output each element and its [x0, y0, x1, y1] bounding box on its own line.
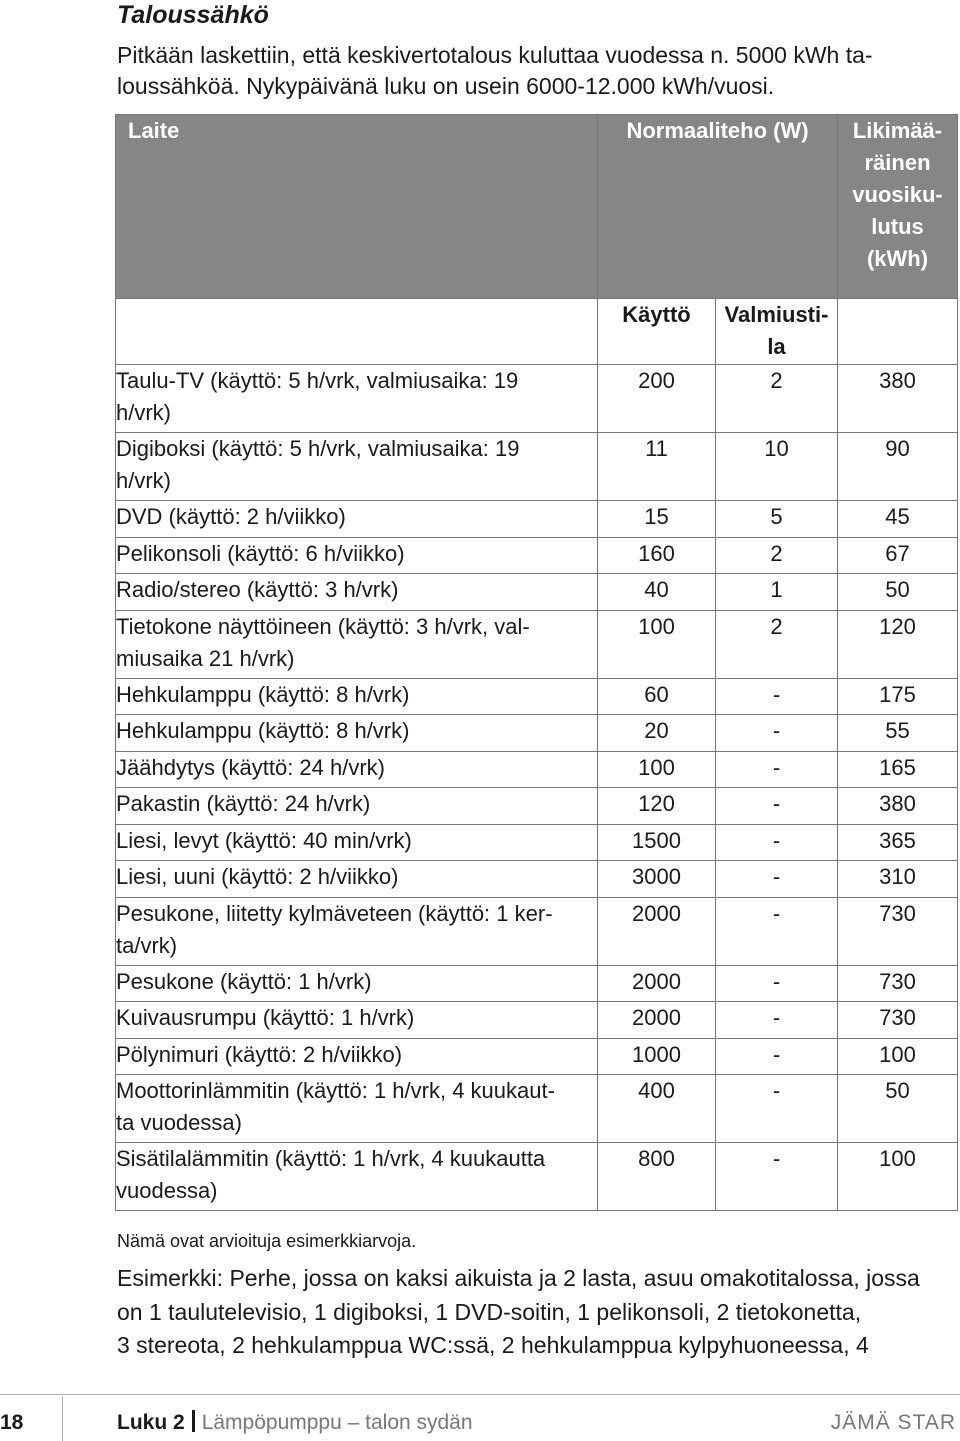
device-cell: [116, 965, 598, 1002]
header-line: räinen: [864, 150, 931, 175]
device-line: miusaika 21 h/vrk): [116, 645, 295, 671]
table-row: [116, 574, 958, 611]
device-line: Hehkulamppu (käyttö: 8 h/vrk): [116, 718, 410, 743]
device-cell: [116, 751, 598, 788]
header-line: lutus: [871, 214, 924, 239]
annual-consumption-cell: 175: [838, 678, 958, 715]
annual-consumption-cell: 165: [838, 751, 958, 788]
table-header-row: [116, 115, 958, 299]
use-power-cell: 20: [598, 715, 716, 752]
annual-consumption-cell: 120: [838, 610, 958, 678]
use-power-cell: 100: [598, 751, 716, 788]
standby-power-cell: -: [716, 1002, 838, 1039]
device-line: Pölynimuri (käyttö: 2 h/viikko): [116, 1041, 403, 1067]
chapter-separator: [192, 1410, 195, 1432]
device-cell: [116, 715, 598, 752]
header-line: (kWh): [866, 246, 929, 271]
table-row: [116, 861, 958, 898]
use-power-cell: 3000: [598, 861, 716, 898]
device-cell: [116, 610, 598, 678]
table-row: [116, 751, 958, 788]
device-cell: [116, 433, 598, 501]
device-cell: [116, 574, 598, 611]
use-power-cell: 200: [598, 365, 716, 433]
annual-consumption-cell: 380: [838, 788, 958, 825]
annual-consumption-cell: 730: [838, 897, 958, 965]
device-line: Pakastin (käyttö: 24 h/vrk): [116, 791, 371, 816]
table-row: [116, 433, 958, 501]
device-line: Pelikonsoli (käyttö: 6 h/viikko): [116, 540, 405, 566]
device-line: ta vuodessa): [116, 1110, 242, 1135]
table-row: [116, 678, 958, 715]
standby-power-cell: 5: [716, 501, 838, 538]
column-header-normal-power: Normaaliteho (W): [598, 115, 838, 299]
table-row: [116, 610, 958, 678]
standby-power-cell: -: [716, 965, 838, 1002]
device-line: Radio/stereo (käyttö: 3 h/vrk): [116, 577, 399, 602]
standby-power-cell: -: [716, 1143, 838, 1211]
footer-chapter: [117, 1409, 473, 1437]
device-cell: [116, 678, 598, 715]
example-line: Esimerkki: Perhe, jossa on kaksi aikuista ja 2 lasta, asuu omakotitalossa, jossa: [117, 1265, 920, 1291]
device-line: Liesi, levyt (käyttö: 40 min/vrk): [116, 827, 412, 853]
device-cell: [116, 537, 598, 574]
table-row: [116, 1075, 958, 1143]
device-line: vuodessa): [116, 1178, 218, 1203]
device-line: Moottorinlämmitin (käyttö: 1 h/vrk, 4 kuukaut-: [116, 1078, 555, 1103]
standby-power-cell: -: [716, 897, 838, 965]
column-header-annual-consumption: [838, 115, 958, 299]
device-line: Jäähdytys (käyttö: 24 h/vrk): [116, 754, 385, 780]
device-line: Sisätilalämmitin (käyttö: 1 h/vrk, 4 kuukautta: [116, 1146, 546, 1171]
intro-line: loussähköä. Nykypäivänä luku on usein 6000-12.000 kWh/vuosi.: [117, 73, 775, 99]
header-line: Likimää-: [852, 118, 943, 143]
annual-consumption-cell: 100: [838, 1038, 958, 1075]
subheader-empty-cell: [116, 299, 598, 365]
standby-power-cell: -: [716, 1038, 838, 1075]
table-row: [116, 965, 958, 1002]
device-line: h/vrk): [116, 468, 171, 493]
use-power-cell: 40: [598, 574, 716, 611]
device-line: Pesukone, liitetty kylmäveteen (käyttö: 1 ker-: [116, 900, 553, 926]
table-row: [116, 365, 958, 433]
note-text: Nämä ovat arvioituja esimerkkiarvoja.: [117, 1231, 417, 1251]
table-row: [116, 897, 958, 965]
use-power-cell: 1000: [598, 1038, 716, 1075]
table-row: [116, 537, 958, 574]
table-row: [116, 788, 958, 825]
table-row: [116, 1002, 958, 1039]
footer-vertical-divider: [62, 1396, 63, 1441]
device-line: h/vrk): [116, 400, 171, 425]
device-line: Tietokone näyttöineen (käyttö: 3 h/vrk, val-: [116, 613, 530, 639]
subheader-standby: [716, 299, 838, 365]
example-line: on 1 taulutelevisio, 1 digiboksi, 1 DVD-soitin, 1 pelikonsoli, 2 tietokonetta,: [117, 1298, 862, 1325]
table-row: [116, 1038, 958, 1075]
use-power-cell: 800: [598, 1143, 716, 1211]
annual-consumption-cell: 380: [838, 365, 958, 433]
device-cell: [116, 861, 598, 898]
annual-consumption-cell: 67: [838, 537, 958, 574]
device-cell: [116, 501, 598, 538]
device-cell: [116, 1038, 598, 1075]
standby-power-cell: 2: [716, 365, 838, 433]
use-power-cell: 11: [598, 433, 716, 501]
example-paragraph: [117, 1262, 959, 1363]
device-line: Hehkulamppu (käyttö: 8 h/vrk): [116, 681, 410, 707]
device-cell: [116, 1075, 598, 1143]
standby-power-cell: 2: [716, 610, 838, 678]
standby-power-cell: -: [716, 1075, 838, 1143]
appliance-energy-table: [115, 114, 958, 1211]
device-cell: [116, 897, 598, 965]
use-power-cell: 400: [598, 1075, 716, 1143]
use-power-cell: 160: [598, 537, 716, 574]
use-power-cell: 15: [598, 501, 716, 538]
table-row: [116, 715, 958, 752]
annual-consumption-cell: 730: [838, 1002, 958, 1039]
page-number: 18: [0, 1411, 24, 1434]
device-line: ta/vrk): [116, 932, 178, 958]
device-cell: [116, 365, 598, 433]
subheader-line: la: [767, 334, 786, 359]
annual-consumption-cell: 100: [838, 1143, 958, 1211]
footer-brand: JÄMÄ STAR: [830, 1411, 956, 1434]
standby-power-cell: -: [716, 678, 838, 715]
device-line: DVD (käyttö: 2 h/viikko): [116, 504, 346, 529]
intro-line: Pitkään laskettiin, että keskivertotalous kuluttaa vuodessa n. 5000 kWh ta-: [117, 42, 873, 68]
standby-power-cell: -: [716, 788, 838, 825]
device-cell: [116, 824, 598, 861]
standby-power-cell: 1: [716, 574, 838, 611]
example-line: 3 stereota, 2 hehkulamppua WC:ssä, 2 hehkulamppua kylpyhuoneessa, 4: [117, 1332, 869, 1358]
annual-consumption-cell: 730: [838, 965, 958, 1002]
header-line: vuosiku-: [852, 182, 943, 207]
use-power-cell: 2000: [598, 1002, 716, 1039]
device-cell: [116, 1143, 598, 1211]
standby-power-cell: -: [716, 861, 838, 898]
annual-consumption-cell: 45: [838, 501, 958, 538]
annual-consumption-cell: 55: [838, 715, 958, 752]
device-line: Taulu-TV (käyttö: 5 h/vrk, valmiusaika: 19: [116, 368, 519, 393]
chapter-number: Luku 2: [117, 1411, 185, 1434]
standby-power-cell: -: [716, 824, 838, 861]
device-cell: [116, 788, 598, 825]
standby-power-cell: -: [716, 715, 838, 752]
table-row: [116, 501, 958, 538]
section-title: Taloussähkö: [117, 1, 269, 29]
standby-power-cell: -: [716, 751, 838, 788]
use-power-cell: 120: [598, 788, 716, 825]
annual-consumption-cell: 50: [838, 1075, 958, 1143]
subheader-empty-cell: [838, 299, 958, 365]
use-power-cell: 60: [598, 678, 716, 715]
footer-divider: [0, 1394, 960, 1395]
chapter-title: Lämpöpumppu – talon sydän: [201, 1411, 473, 1434]
annual-consumption-cell: 310: [838, 861, 958, 898]
table-row: [116, 1143, 958, 1211]
use-power-cell: 2000: [598, 965, 716, 1002]
standby-power-cell: 10: [716, 433, 838, 501]
device-line: Kuivausrumpu (käyttö: 1 h/vrk): [116, 1005, 415, 1030]
subheader-line: Valmiusti-: [724, 302, 829, 327]
device-line: Digiboksi (käyttö: 5 h/vrk, valmiusaika: 19: [116, 436, 520, 461]
subheader-use: Käyttö: [598, 299, 716, 365]
intro-paragraph: [117, 40, 947, 102]
annual-consumption-cell: 50: [838, 574, 958, 611]
column-header-device: Laite: [116, 115, 598, 299]
table-subheader-row: [116, 299, 958, 365]
table-row: [116, 824, 958, 861]
device-cell: [116, 1002, 598, 1039]
annual-consumption-cell: 365: [838, 824, 958, 861]
device-line: Pesukone (käyttö: 1 h/vrk): [116, 968, 372, 994]
use-power-cell: 100: [598, 610, 716, 678]
use-power-cell: 1500: [598, 824, 716, 861]
standby-power-cell: 2: [716, 537, 838, 574]
use-power-cell: 2000: [598, 897, 716, 965]
device-line: Liesi, uuni (käyttö: 2 h/viikko): [116, 864, 399, 889]
table-body: [116, 299, 958, 1211]
annual-consumption-cell: 90: [838, 433, 958, 501]
